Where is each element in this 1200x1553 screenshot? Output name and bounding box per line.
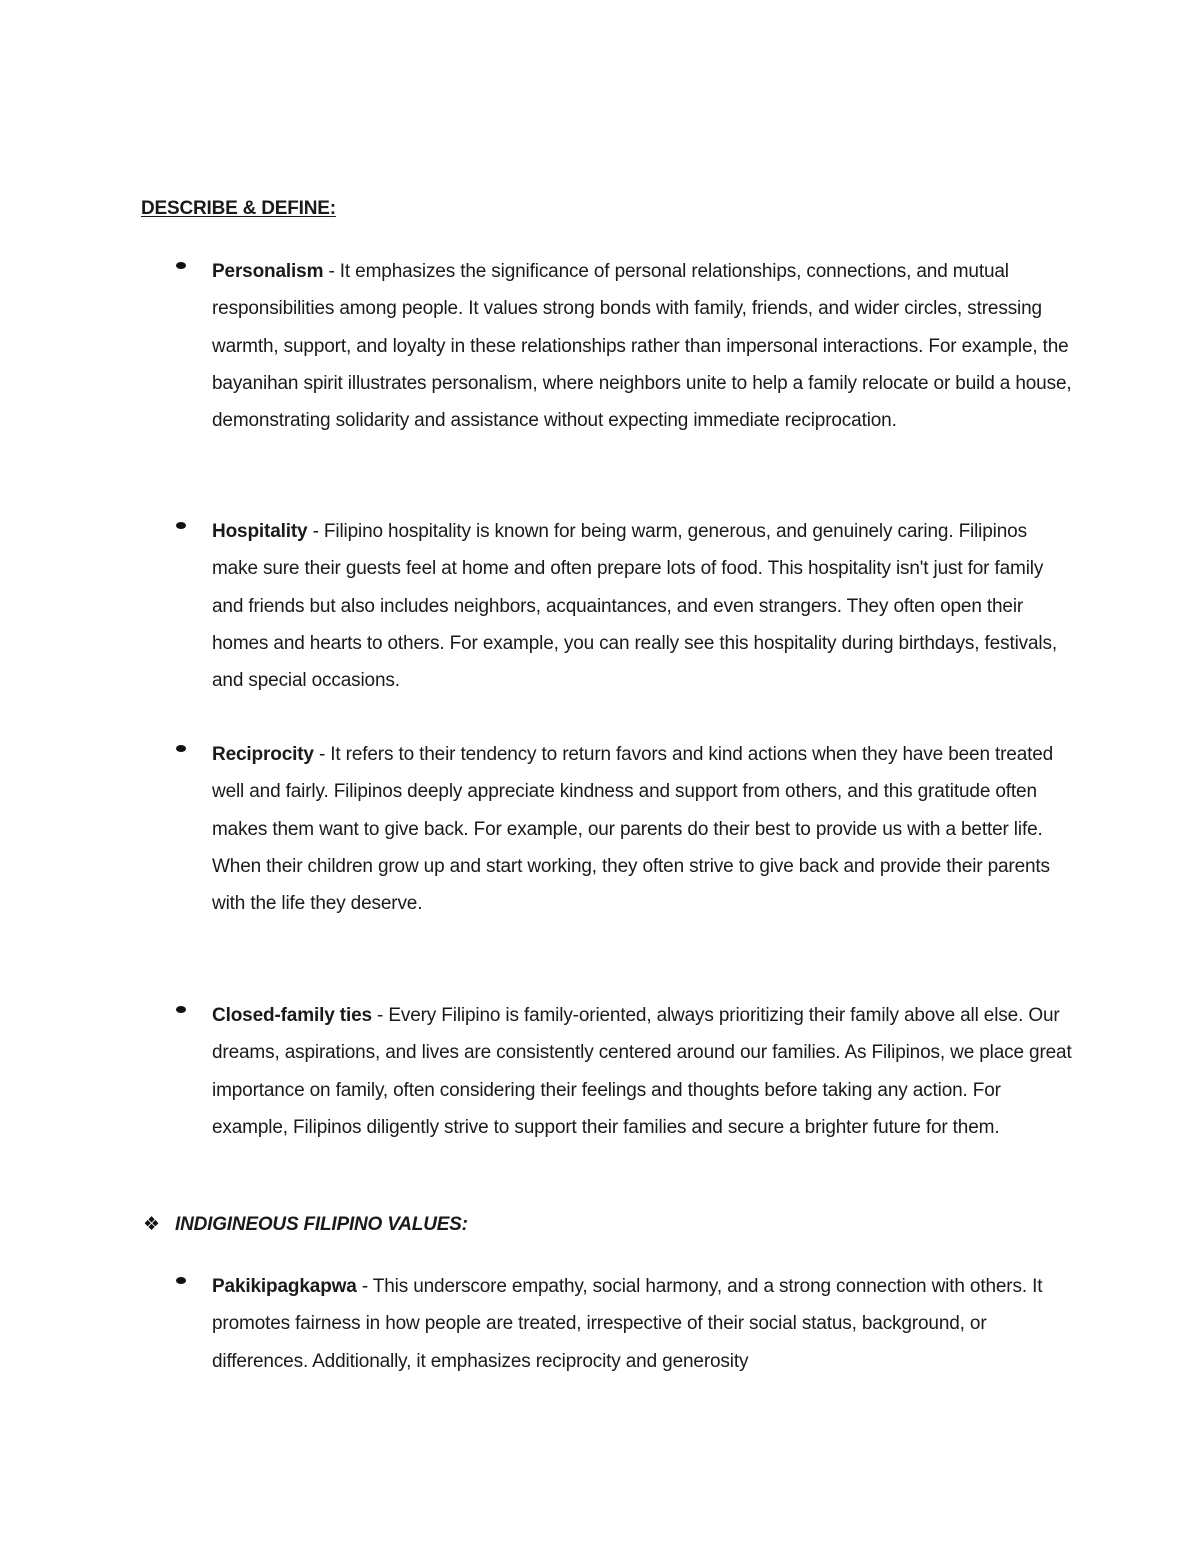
item-paragraph [212, 736, 1076, 922]
item-term: Reciprocity [212, 744, 314, 765]
bullet-icon [176, 1006, 186, 1013]
section-heading-indigenous-values [143, 1213, 468, 1236]
bullet-icon [176, 522, 186, 529]
list-item-personalism [176, 253, 1076, 439]
list-item-pakikipagkapwa [176, 1268, 1076, 1380]
item-separator: - [307, 521, 324, 542]
item-paragraph [212, 1268, 1076, 1380]
item-description: Filipino hospitality is known for being warm, generous, and genuinely caring. Filipinos make sure their guests feel at home and often prepare lots of food. This hospitality isn't just for family and friends but also includes neighbors, acquaintances, and even strangers. They often open their homes and hearts to others. For example, you can really see this hospitality during birthdays, festivals, and special occasions. [212, 521, 1057, 692]
item-paragraph [212, 513, 1076, 699]
item-description: This underscore empathy, social harmony, and a strong connection with others. It promotes fairness in how people are treated, irrespective of their social status, background, or differences. Additionally, it emphasizes reciprocity and generosity [212, 1276, 1043, 1372]
section-title: INDIGINEOUS FILIPINO VALUES: [175, 1214, 468, 1235]
item-term: Hospitality [212, 521, 308, 542]
item-description: Every Filipino is family-oriented, always prioritizing their family above all else. Our dreams, aspirations, and lives are consistently centered around our families. As Filipinos, we place great importance on family, often considering their feelings and thoughts before taking any action. For example, Filipinos diligently strive to support their families and secure a brighter future for them. [212, 1005, 1072, 1138]
item-paragraph [212, 997, 1076, 1146]
bullet-icon [176, 262, 186, 269]
item-separator: - [313, 744, 331, 765]
bullet-icon [176, 1277, 186, 1284]
item-term: Personalism [212, 261, 324, 282]
list-item-closed-family-ties [176, 997, 1076, 1146]
item-separator: - [371, 1005, 389, 1026]
item-term: Closed-family ties [212, 1005, 372, 1026]
list-item-hospitality [176, 513, 1076, 699]
item-separator: - [323, 261, 340, 282]
item-description: It emphasizes the significance of personal relationships, connections, and mutual responsibilities among people. It values strong bonds with family, friends, and wider circles, stressing warmth, support, and loyalty in these relationships rather than impersonal interactions. For example, the bayanihan spirit illustrates personalism, where neighbors unite to help a family relocate or build a house, demonstrating solidarity and assistance without expecting immediate reciprocation. [212, 261, 1072, 432]
item-paragraph [212, 253, 1076, 439]
item-separator: - [356, 1276, 373, 1297]
list-item-reciprocity [176, 736, 1076, 922]
item-term: Pakikipagkapwa [212, 1276, 357, 1297]
bullet-icon [176, 745, 186, 752]
section-heading: DESCRIBE & DEFINE: [141, 198, 336, 219]
item-description: It refers to their tendency to return favors and kind actions when they have been treated well and fairly. Filipinos deeply appreciate kindness and support from others, and this gratitude often makes them want to give back. For example, our parents do their best to provide us with a better life. When their children grow up and start working, they often strive to give back and provide their parents with the life they deserve. [212, 744, 1054, 915]
diamond-bullet-icon: ❖ [143, 1213, 161, 1235]
